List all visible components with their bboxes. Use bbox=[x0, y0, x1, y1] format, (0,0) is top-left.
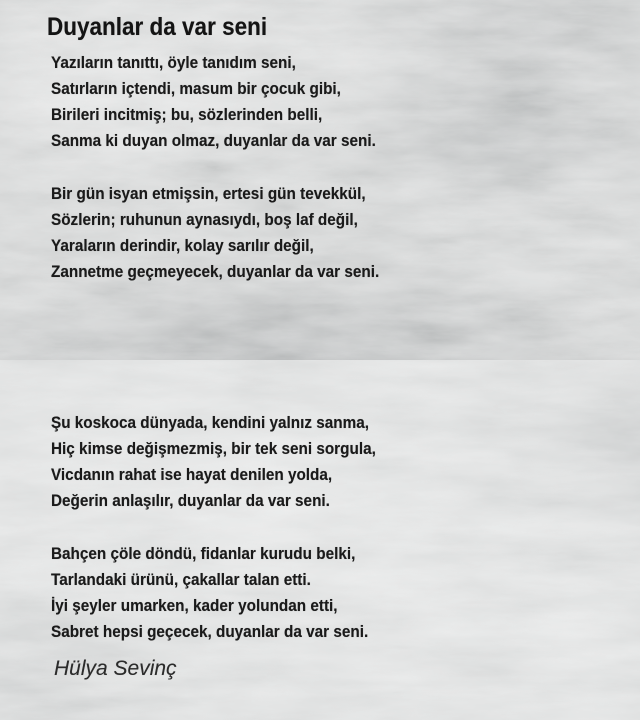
stanza-1 bbox=[51, 50, 412, 154]
poem-line: Bahçen çöle döndü, fidanlar kurudu belki, bbox=[51, 544, 356, 563]
poem-line: Birileri incitmiş; bu, sözlerinden belli, bbox=[51, 105, 323, 124]
poem-line: Sabret hepsi geçecek, duyanlar da var seni. bbox=[51, 622, 369, 641]
poem-line: Sözlerin; ruhunun aynasıydı, boş laf değil, bbox=[51, 210, 358, 229]
stanza-2 bbox=[51, 181, 416, 285]
poem-line: Şu koskoca dünyada, kendini yalnız sanma, bbox=[51, 413, 370, 432]
poem-line: Tarlandaki ürünü, çakallar talan etti. bbox=[51, 570, 311, 589]
stanza-3 bbox=[51, 410, 412, 514]
poem-title: Duyanlar da var seni bbox=[47, 13, 268, 41]
poem-line: İyi şeyler umarken, kader yolundan etti, bbox=[51, 596, 338, 615]
poem-line: Bir gün isyan etmişsin, ertesi gün tevekkül, bbox=[51, 184, 366, 203]
poem-author: Hülya Sevinç bbox=[54, 657, 177, 680]
poem-line: Vicdanın rahat ise hayat denilen yolda, bbox=[51, 465, 333, 484]
poem-line: Satırların içtendi, masum bir çocuk gibi, bbox=[51, 79, 341, 98]
stanza-4 bbox=[51, 541, 403, 645]
poem-line: Yaraların derindir, kolay sarılır değil, bbox=[51, 236, 314, 255]
poem-line: Hiç kimse değişmezmiş, bir tek seni sorgula, bbox=[51, 439, 376, 458]
poem-line: Yazıların tanıttı, öyle tanıdım seni, bbox=[51, 53, 296, 72]
poem-line: Zannetme geçmeyecek, duyanlar da var seni. bbox=[51, 262, 380, 281]
poem-line: Değerin anlaşılır, duyanlar da var seni. bbox=[51, 491, 330, 510]
poem-line: Sanma ki duyan olmaz, duyanlar da var seni. bbox=[51, 131, 376, 150]
